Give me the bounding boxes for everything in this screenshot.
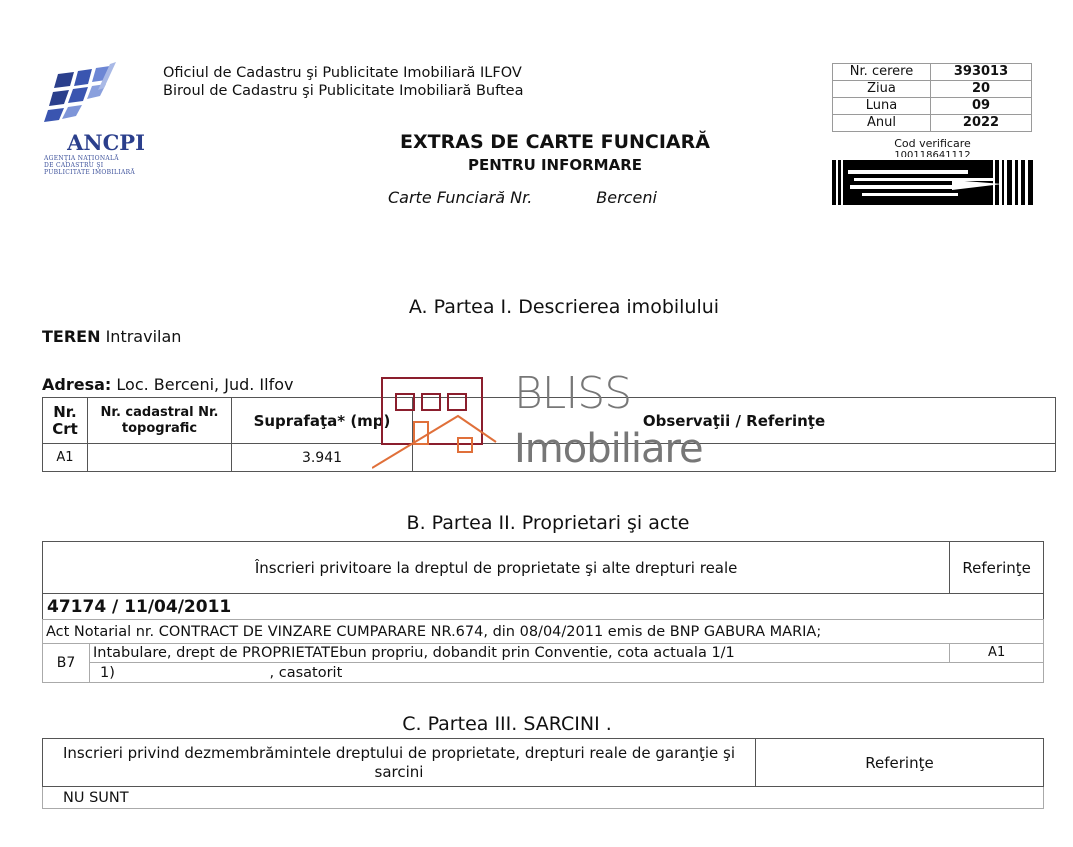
column-header-cadastral: Nr. cadastral Nr. topografic (88, 398, 232, 444)
row-text: Intabulare, drept de PROPRIETATEbun propriu, dobandit prin Conventie, cota actuala 1/1 (90, 644, 950, 663)
table-row (43, 644, 1044, 663)
column-header-suprafata: Suprafaţa* (mp) (232, 398, 413, 444)
row-reference: A1 (950, 644, 1044, 663)
column-header-referinte: Referinţe (950, 542, 1044, 594)
cf-prefix: Carte Funciară Nr. (388, 188, 533, 207)
request-row (833, 64, 1032, 81)
address (42, 375, 293, 394)
column-header-crt: Nr. Crt (43, 398, 88, 444)
request-value: 20 (931, 81, 1032, 98)
cf-number-line (388, 188, 657, 207)
entry-id-row (43, 594, 1044, 620)
cell-suprafata: 3.941 (232, 444, 413, 472)
logo-sub-line: PUBLICITATE IMOBILIARĂ (44, 169, 136, 176)
column-header-sarcini: Inscrieri privind dezmembrămintele dreptului de proprietate, drepturi reale de garanţie şi sarcini (43, 739, 756, 787)
logo-name: ANCPI (67, 130, 145, 155)
verification-code-value: 100118641112 (894, 150, 971, 157)
act-row (43, 620, 1044, 644)
logo-sub-line: AGENŢIA NAŢIONALĂ (44, 155, 119, 162)
land-type-label: TEREN (42, 327, 101, 346)
request-row (833, 98, 1032, 115)
request-value: 2022 (931, 115, 1032, 132)
table-header-row (43, 542, 1044, 594)
barcode-icon (832, 160, 1033, 205)
bliss-watermark (372, 368, 703, 472)
section-c-title: C. Partea III. SARCINI . (402, 713, 612, 735)
office-line-1: Oficiul de Cadastru şi Publicitate Imobiliară ILFOV (163, 65, 522, 81)
verification-code-label: Cod verificare (894, 137, 971, 150)
table-row (43, 787, 1044, 809)
address-value: Loc. Berceni, Jud. Ilfov (116, 375, 294, 394)
request-row (833, 115, 1032, 132)
request-info-table (832, 63, 1032, 132)
section-a-title: A. Partea I. Descrierea imobilului (408, 296, 720, 318)
request-value: 393013 (931, 64, 1032, 81)
watermark-brand-line2: Imobiliare (514, 426, 703, 472)
request-label: Luna (833, 98, 931, 115)
charges-table (42, 738, 1044, 809)
request-label: Ziua (833, 81, 931, 98)
cell-crt: A1 (43, 444, 88, 472)
land-type (42, 327, 181, 346)
logo-subtitle (44, 155, 162, 176)
watermark-brand-line1: BLISS (514, 368, 632, 419)
office-names (163, 64, 523, 100)
owner-row (43, 663, 1044, 683)
cell-cadastral (88, 444, 232, 472)
column-header-observatii: Observaţii / Referinţe (413, 398, 1056, 444)
address-label: Adresa: (42, 375, 112, 394)
land-type-value: Intravilan (105, 327, 182, 346)
document-title: EXTRAS DE CARTE FUNCIARĂ (400, 131, 710, 153)
charges-value: NU SUNT (43, 787, 1044, 809)
column-header-referinte: Referinţe (756, 739, 1044, 787)
cf-locality: Berceni (596, 188, 657, 207)
notarial-act: Act Notarial nr. CONTRACT DE VINZARE CUMPARARE NR.674, din 08/04/2011 emis de BNP GABURA MARIA; (43, 620, 1044, 644)
house-logo-icon (372, 376, 512, 472)
request-label: Anul (833, 115, 931, 132)
request-value: 09 (931, 98, 1032, 115)
entry-id: 47174 / 11/04/2011 (43, 594, 1044, 620)
owner-suffix: , casatorit (269, 664, 343, 681)
document-subtitle: PENTRU INFORMARE (468, 156, 642, 174)
section-b-title: B. Partea II. Proprietari şi acte (406, 512, 690, 534)
request-label: Nr. cerere (833, 64, 931, 81)
owner-entry (90, 663, 1044, 683)
office-line-2: Biroul de Cadastru şi Publicitate Imobiliară Buftea (163, 83, 524, 99)
owner-prefix: 1) (100, 664, 115, 681)
table-header-row (43, 739, 1044, 787)
ancpi-logo-mark (44, 62, 168, 132)
row-code: B7 (43, 644, 90, 683)
column-header-inscrieri: Înscrieri privitoare la dreptul de proprietate şi alte drepturi reale (43, 542, 950, 594)
request-row (833, 81, 1032, 98)
ancpi-logo (44, 62, 168, 192)
owners-table (42, 541, 1044, 683)
redacted-owner (120, 668, 270, 678)
logo-sub-line: DE CADASTRU ŞI (44, 162, 104, 169)
